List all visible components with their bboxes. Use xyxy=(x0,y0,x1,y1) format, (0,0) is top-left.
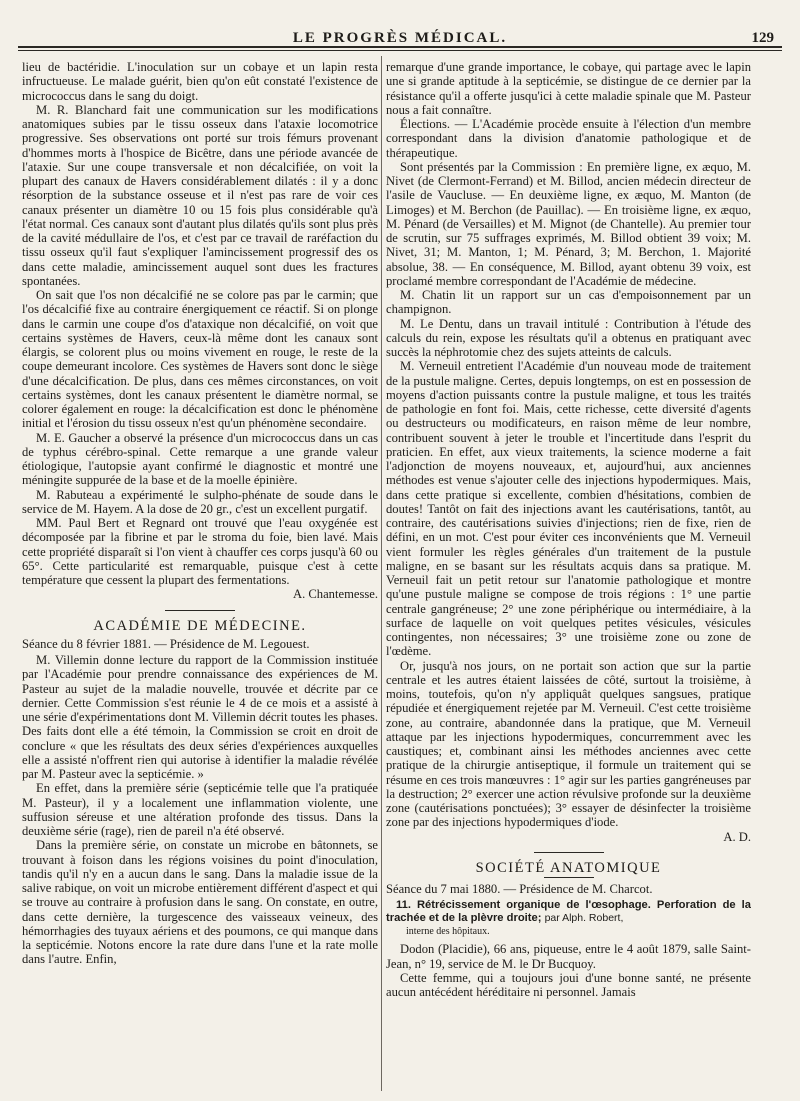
paragraph: Élections. — L'Académie procède ensuite à l'élection d'un membre correspondant dans la division d'anatomie pathologique et de thérapeutique. xyxy=(386,117,751,160)
session-line: Séance du 8 février 1881. — Présidence de M. Legouest. xyxy=(22,636,310,651)
paragraph: On sait que l'os non décalcifié ne se colore pas par le carmin; que l'os décalcifié fixe au contraire énergiquement ce réactif. Si on plonge dans le carmin une coupe d'os d'ataxique non décalcifié, on voit que certains systèmes de Havers, ceux-là même dont les canaux sont élargis, se colorent plus ou moins vivement en rouge, le reste de la coupe demeurant incolore. Ces systèmes de Havers sont donc le siège d'une décalcification. De plus, dans ces mêmes circonstances, on voit certains systèmes, dont les canaux présentent le diamètre normal, se colorer également en rouge: la décalcification est donc le phénomène initial et l'érosion du tissu osseux n'est qu'un phénomène secondaire. xyxy=(22,288,378,431)
paragraph: M. Rabuteau a expérimenté le sulpho-phénate de soude dans le service de M. Hayem. A la dose de 20 gr., c'est un excellent purgatif. xyxy=(22,487,378,516)
page-number: 129 xyxy=(751,30,774,46)
left-column xyxy=(22,60,378,1090)
paragraph: remarque d'une grande importance, le cobaye, qui partage avec le lapin une si grande aptitude à la septicémie, se distingue de ce dernier par la résistance qu'il a offerte jusqu'ici à cette maladie spinale que M. Pasteur nous a fait connaître. xyxy=(386,60,751,117)
author-signature: A. Chantemesse. xyxy=(293,587,378,602)
paragraph: M. Chatin lit un rapport sur un cas d'empoisonnement par un champignon. xyxy=(386,288,751,317)
paragraph: Dodon (Placidie), 66 ans, piqueuse, entre le 4 août 1879, salle Saint-Jean, n° 19, service de M. le Dr Bucquoy. xyxy=(386,942,751,971)
page-header xyxy=(18,20,782,46)
case-title-text: 11. Rétrécissement organique de l'œsophage. Perforation de la trachée et de la plèvre droite; xyxy=(386,899,751,925)
paragraph: M. Le Dentu, dans un travail intitulé : Contribution à l'étude des calculs du rein, expose les résultats qu'il a obtenus en pratiquant avec succès la néphrotomie chez des sujets atteints de calculs. xyxy=(386,316,751,359)
author-signature: A. D. xyxy=(723,829,751,844)
paragraph: Cette femme, qui a toujours joui d'une bonne santé, ne présente aucun antécédent héréditaire ni personnel. Jamais xyxy=(386,970,751,999)
paragraph: En effet, dans la première série (septicémie telle que l'a pratiquée M. Pasteur), il y a localement une inflammation violente, une suffusion séreuse et une altération profonde des tissus. Dans la deuxième série (rage), rien de pareil n'a été observé. xyxy=(22,781,378,838)
paragraph: Sont présentés par la Commission : En première ligne, ex æquo, M. Nivet (de Clermont-Ferrand) et M. Billod, ancien médecin directeur de l'asile de Vaucluse. — En deuxième ligne, ex æquo, M. Manton (de Limoges) et M. Berchon (de Pauillac). — En troisième ligne, ex æquo, M. Pénard (de Versailles) et M. Mignot (de Chantelle). Au premier tour de scrutin, sur 75 suffrages exprimés, M. Billod obtient 39 voix; M. Nivet, 31; M. Manton, 1; M. Pénard, 3; M. Berchon, 1. Majorité absolue, 38. — En conséquence, M. Billod, ayant obtenu 39 voix, est proclamé membre correspondant de l'Académie de médecine. xyxy=(386,159,751,288)
header-rule xyxy=(18,46,782,48)
paragraph: Dans la première série, on constate un microbe en bâtonnets, se trouvant à foison dans les régions voisines du point d'inoculation, tandis qu'il n'y en a aucun dans le sang. Dans la maladie issue de la salive rabique, on voit un microbe entièrement différent d'aspect et qui se trouve au contraire à profusion dans le sang. On constate, en outre, dans cette dernière, la turgescence des vaisseaux veineux, des hémorrhagies des tuyaux aériens et des poumons, ce qui manque dans la septicémie. Notons encore la rate dure dans l'une et la rate molle dans l'autre. Enfin, xyxy=(22,838,378,967)
paragraph: Or, jusqu'à nos jours, on ne portait son action que sur la partie centrale et les autres étaient laissées de côté, surtout la troisième, à moins, toutefois, qu'on n'y appliquât quelques sangsues, pratique répudiée et énergiquement rejetée par M. Verneuil. C'est cette troisième zone, au contraire, abandonnée dans la pratique, que M. Verneuil attaque par les injections hypodermiques, concurremment avec les caustiques; et, combinant ainsi les méthodes anciennes avec cette pratique de la chirurgie antiseptique, il formule un traitement qui se résume en ces trois manœuvres : 1° agir sur les parties gangréneuses par la destruction; 2° exercer une action révulsive profonde sur la deuxième zone (cautérisations ponctuées); 3° essayer de désinfecter la troisième zone par des injections hypodermiques d'iode. xyxy=(386,658,751,830)
session-line: Séance du 7 mai 1880. — Présidence de M. Charcot. xyxy=(386,882,653,896)
section-divider xyxy=(165,610,235,611)
paragraph: lieu de bactéridie. L'inoculation sur un cobaye et un lapin resta infructueuse. Le malade guérit, bien qu'on eût constaté l'existence de micrococcus dans le sang du doigt. xyxy=(22,60,378,103)
header-rule-thin xyxy=(18,50,782,51)
right-column xyxy=(386,60,751,1090)
paragraph: M. Verneuil entretient l'Académie d'un nouveau mode de traitement de la pustule maligne. Certes, depuis longtemps, on est en possession de moyens d'action puissants contre la pustule maligne, et tous les traités de pathologie en font foi. Mais, cette richesse, cette diversité d'agents ou destructeurs ou modificateurs, en raison même de leur nombre, contribuent souvent à jeter le trouble et l'incertitude dans l'esprit du praticien. En effet, aux vieux traitements, la science moderne a fait l'adjonction de moyens nouveaux, et, aujourd'hui, aux anciennes méthodes est venue s'ajouter celle des injections hypodermiques. Mais, dans cette pratique si excellente, combien d'hésitations, combien de doutes! Tantôt on fait des injections avant les cautérisations, tantôt, au contraire, des cautérisations suivies d'injections; rien de fixe, rien de défini, en un mot. C'est pour éviter ces inconvénients que M. Verneuil vient formuler les règles générales d'un traitement de la pustule maligne, en se basant sur les résultats acquis dans sa pratique. M. Verneuil fait un petit retour sur l'anatomie pathologique et montre qu'une pustule maligne se compose de trois régions : 1° une partie centrale gangréneuse; 2° une zone périphérique ou intermédiaire, à la surface de laquelle on voit quelques petites vésicules, vésicules contingentes, non nécessaires; 3° une troisième zone ou zone de l'œdème. xyxy=(386,359,751,659)
paragraph: M. Villemin donne lecture du rapport de la Commission instituée par l'Académie pour prendre connaissance des expériences de M. Pasteur au sujet de la maladie nouvelle, trouvée et décrite par ce dernier. Cette Commission s'est réunie le 4 de ce mois et a assisté à une série d'expérimentations dont M. Villemin décrit toutes les phases. Des faits dont elle a été témoin, la Commission se croit en droit de conclure « que les résultats des deux séries d'expériences auxquelles elle a assisté n'offrent rien qui autorise à identifier la maladie révélée par M. Pasteur avec la septicémie. » xyxy=(22,653,378,781)
column-divider xyxy=(381,56,382,1091)
section-underline xyxy=(544,877,594,878)
running-title: LE PROGRÈS MÉDICAL. xyxy=(292,30,508,46)
paragraph: M. R. Blanchard fait une communication sur les modifications anatomiques subies par le tissu osseux dans l'ataxie locomotrice progressive. Ses observations ont porté sur trois fémurs provenant d'hommes morts à l'hospice de Bicêtre, dans une période avancée de l'ataxie. Sur une coupe transversale et non décalcifiée, on voit la plupart des canaux de Havers considérablement dilatés : il y a donc résorption de la substance osseuse et il n'est pas rare de voir ces canaux présenter un diamètre 10 ou 15 fois plus considérable qu'à l'état normal. Ces canaux sont d'autant plus dilatés qu'ils sont plus près de la cavité médullaire de l'os, et c'est par ce travail de raréfaction du tissu osseux qu'il faut s'expliquer l'amincissement progressif des os dans cette maladie, amincissement auquel sont dues les fractures spontanées. xyxy=(22,102,378,288)
case-intern: interne des hôpitaux. xyxy=(406,926,490,938)
section-heading: SOCIÉTÉ ANATOMIQUE xyxy=(475,859,662,876)
case-byline: par Alph. Robert, xyxy=(544,912,624,925)
paragraph: MM. Paul Bert et Regnard ont trouvé que l'eau oxygénée est décomposée par la fibrine et par le stroma du foie, bien lavé. Mais cette propriété disparaît si l'on vient à chauffer ces corps jusqu'à 60 ou 65°. Cette particularité est remarquable, puisque c'est à cette température que cessent la plupart des fermentations. xyxy=(22,516,378,587)
case-title xyxy=(386,899,751,938)
paragraph: M. E. Gaucher a observé la présence d'un micrococcus dans un cas de typhus cérébro-spinal. Cette remarque a une grande valeur étiologique, l'autopsie ayant confirmé le diagnostic et montré une méningite suppurée de la base et de la moelle épinière. xyxy=(22,430,378,488)
section-heading: ACADÉMIE DE MÉDECINE. xyxy=(93,617,307,634)
section-divider xyxy=(534,852,604,853)
